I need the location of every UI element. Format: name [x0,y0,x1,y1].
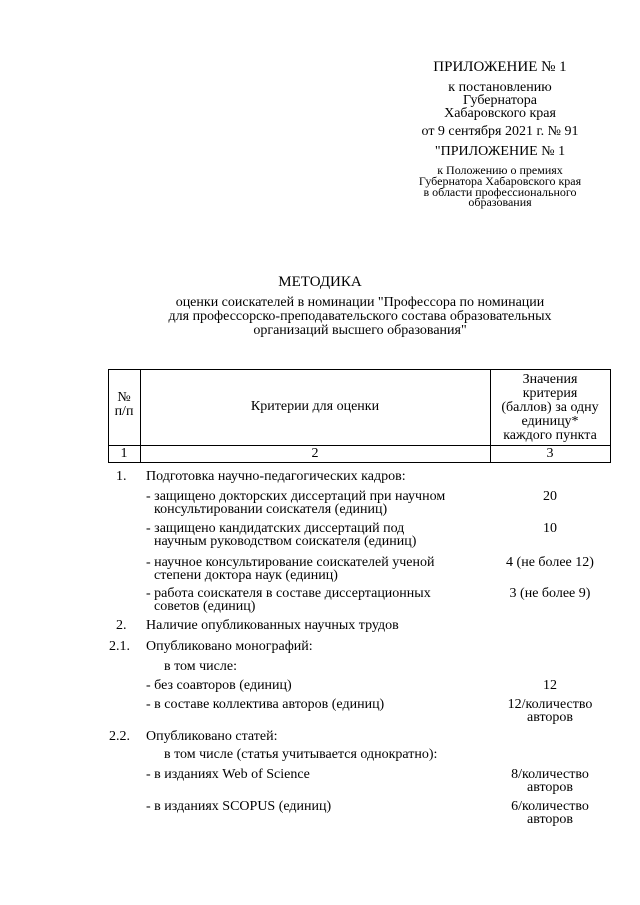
criterion-value: авторов [526,710,574,725]
criterion-subheading: в том числе: [164,659,237,674]
col-values-header-line-2: критерия [522,386,578,401]
criterion-value: 12 [543,678,557,693]
resolution-date-number: от 9 сентября 2021 г. № 91 [421,124,579,139]
criterion-subheading: в том числе (статья учитывается однократно): [164,747,438,762]
row-criterion: Опубликовано статей: [146,729,278,744]
doc-subtitle-line-2: для профессорско-преподавательского состава образовательных [168,309,552,324]
row-number: 2.2. [109,729,130,744]
criterion-line: степени доктора наук (единиц) [154,568,338,583]
criterion-line: - в изданиях Web of Science [146,767,310,782]
criterion-value: 10 [543,521,557,536]
regulation-line-2: Губернатора Хабаровского края [418,174,582,188]
row-criterion: Подготовка научно-педагогических кадров: [146,469,406,484]
col-values-header-line-4: единицу* [521,414,579,429]
criterion-value: авторов [526,812,574,827]
col-index-2: 2 [311,446,319,461]
table-border-mid [108,445,611,446]
col-values-header-line-5: каждого пункта [503,428,597,443]
criterion-line: - работа соискателя в составе диссертационных [146,586,431,601]
row-number: 2.1. [109,639,130,654]
criterion-value: 6/количество [511,799,589,814]
criterion-value: авторов [526,780,574,795]
criterion-line: - в изданиях SCOPUS (единиц) [146,799,332,814]
regulation-line-3: в области профессионального [423,185,577,199]
regulation-line-1: к Положению о премиях [437,163,563,177]
table-border-top [108,369,611,370]
col-number-header-line-2: п/п [114,404,134,419]
criterion-value: 12/количество [507,697,593,712]
regulation-line-4: образования [468,195,532,209]
criterion-line: советов (единиц) [154,599,256,614]
table-border-bottom [108,462,611,463]
col-index-1: 1 [120,446,128,461]
region: Хабаровского края [444,106,556,121]
criterion-line: консультировании соискателя (единиц) [154,502,388,517]
criterion-line: - защищено кандидатских диссертаций под [146,521,405,536]
criterion-line: научным руководством соискателя (единиц) [154,534,417,549]
row-criterion: Опубликовано монографий: [146,639,313,654]
criterion-value: 20 [543,489,557,504]
governor: Губернатора [462,93,538,108]
doc-subtitle-line-3: организаций высшего образования" [253,323,467,338]
row-number: 1. [116,469,127,484]
quoted-appendix-title: "ПРИЛОЖЕНИЕ № 1 [434,144,566,159]
col-number-header-line-1: № [117,390,131,405]
table-border-right [610,369,611,463]
criterion-line: - защищено докторских диссертаций при научном [146,489,446,504]
row-number: 2. [116,618,127,633]
criterion-value: 8/количество [511,767,589,782]
appendix-title: ПРИЛОЖЕНИЕ № 1 [433,59,567,75]
col-values-header-line-3: (баллов) за одну [501,400,599,415]
criterion-line: - научное консультирование соискателей ученой [146,555,435,570]
criterion-line: - в составе коллектива авторов (единиц) [146,697,385,712]
doc-subtitle-line-1: оценки соискателей в номинации "Профессора по номинации [175,295,545,310]
row-criterion: Наличие опубликованных научных трудов [146,618,399,633]
to-resolution: к постановлению [448,80,552,95]
doc-title: МЕТОДИКА [278,274,362,290]
criterion-line: - без соавторов (единиц) [146,678,292,693]
criterion-value: 3 (не более 9) [509,586,591,601]
col-criteria-header: Критерии для оценки [250,399,380,414]
col-values-header-line-1: Значения [522,372,578,387]
criterion-value: 4 (не более 12) [506,555,594,570]
col-index-3: 3 [546,446,554,461]
